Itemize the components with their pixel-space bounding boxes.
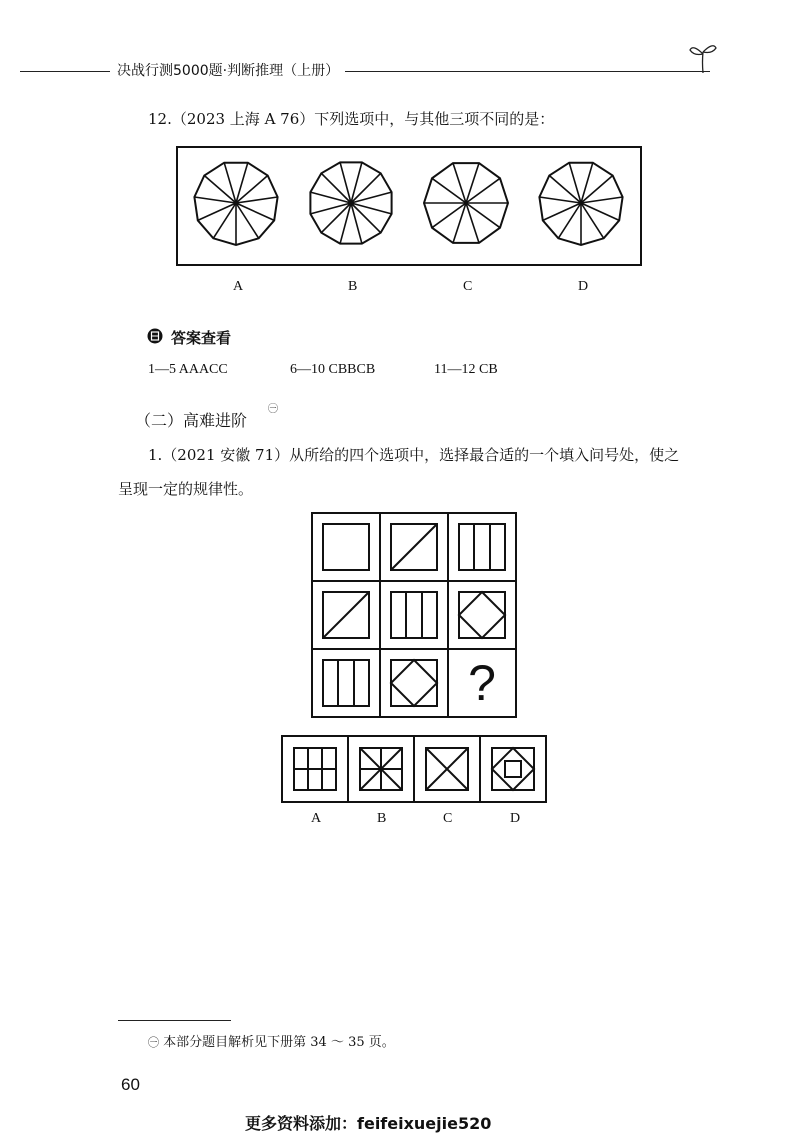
footnote-mark: ㊀ xyxy=(148,1036,159,1049)
page-number: 60 xyxy=(121,1075,140,1094)
question-mark: ? xyxy=(468,655,496,711)
option-c-polygon xyxy=(424,163,508,243)
answer-icon xyxy=(147,328,163,344)
option-c-figure xyxy=(426,748,468,790)
q12-option-b-label: B xyxy=(348,279,358,294)
option-a-figure xyxy=(294,748,336,790)
header-rule-right xyxy=(345,71,710,72)
q12-option-d-label: D xyxy=(578,279,589,294)
cell-square-diamond xyxy=(391,660,437,706)
question-1-matrix xyxy=(311,512,517,718)
book-title: 决战行测5000题·判断推理（上册） xyxy=(117,63,340,79)
header-rule-left xyxy=(20,71,110,72)
q1-option-d-label: D xyxy=(510,811,521,826)
footnote-rule xyxy=(118,1020,231,1021)
cell-square xyxy=(323,524,369,570)
section-mark: ㊀ xyxy=(268,404,278,415)
cell-square-diagonal xyxy=(391,524,437,570)
cell-square-diagonal xyxy=(323,592,369,638)
option-b-figure xyxy=(360,748,402,790)
q12-option-a-label: A xyxy=(233,279,244,294)
cell-square-diamond xyxy=(459,592,505,638)
cell-square-vertical-lines xyxy=(323,660,369,706)
option-d-polygon xyxy=(539,163,622,245)
footnote xyxy=(148,1031,395,1050)
section-heading: （二）高难进阶 xyxy=(135,411,248,430)
question-12-figure xyxy=(176,146,642,266)
footnote-text: 本部分题目解析见下册第 34 ～ 35 页。 xyxy=(163,1035,395,1050)
q1-option-c-label: C xyxy=(443,811,453,826)
option-d-figure xyxy=(492,748,534,790)
question-12-text: 12.（2023 上海 A 76）下列选项中，与其他三项不同的是： xyxy=(148,110,555,128)
question-1-text-line1: 1.（2021 安徽 71）从所给的四个选项中，选择最合适的一个填入问号处，使之 xyxy=(148,446,680,464)
q1-option-b-label: B xyxy=(377,811,387,826)
question-1-text-line2: 呈现一定的规律性。 xyxy=(118,480,254,498)
sprout-icon xyxy=(688,40,718,74)
answers-heading: 答案查看 xyxy=(171,329,232,347)
q12-option-c-label: C xyxy=(463,279,473,294)
question-1-options xyxy=(281,735,547,803)
cell-square-vertical-lines xyxy=(459,524,505,570)
answer-group-1: 1—5 AAACC xyxy=(148,362,228,377)
answer-group-3: 11—12 CB xyxy=(434,362,498,377)
cell-square-vertical-lines xyxy=(391,592,437,638)
watermark: 更多资料添加：feifeixuejie520 xyxy=(245,1114,492,1133)
option-b-polygon xyxy=(310,162,391,243)
option-a-polygon xyxy=(194,163,277,245)
answer-group-2: 6—10 CBBCB xyxy=(290,362,376,377)
q1-option-a-label: A xyxy=(311,811,322,826)
